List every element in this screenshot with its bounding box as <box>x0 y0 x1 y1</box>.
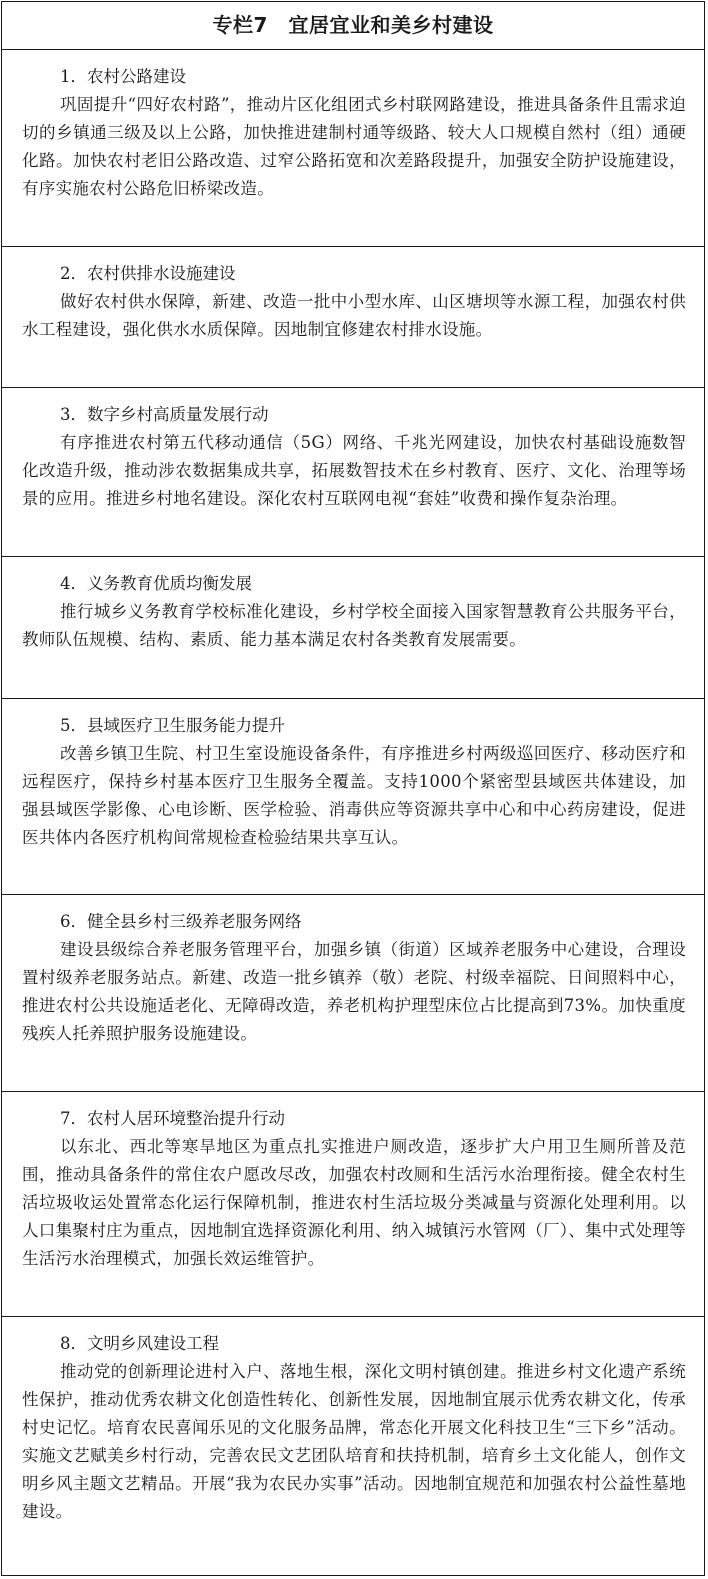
section-body: 推动党的创新理论进村入户、落地生根，深化文明村镇创建。推进乡村文化遗产系统性保护，推动优秀农耕文化创造性转化、创新性发展，因地制宜展示优秀农耕文化，传承村史记忆。培育农民喜闻乐见的文化服务品牌，常态化开展文化科技卫生“三下乡”活动。实施文艺赋美乡村行动，完善农民文艺团队培育和扶持机制，培育乡土文化能人，创作文明乡风主题文艺精品。开展“我为农民办实事”活动。因地制宜规范和加强农村公益性墓地建设。 <box>22 1362 686 1521</box>
section-heading: 3．数字乡村高质量发展行动 <box>60 405 269 424</box>
section-county-healthcare <box>2 699 704 895</box>
section-compulsory-education <box>2 557 704 699</box>
section-heading: 1．农村公路建设 <box>60 67 186 86</box>
section-water-supply <box>2 247 704 388</box>
column-title: 专栏7 宜居宜业和美乡村建设 <box>2 2 704 50</box>
section-civilized-customs <box>2 1317 704 1571</box>
section-heading: 6．健全县乡村三级养老服务网络 <box>60 912 302 931</box>
section-body: 以东北、西北等寒旱地区为重点扎实推进户厕改造，逐步扩大户用卫生厕所普及范围，推动具备条件的常住农户愿改尽改，加强农村改厕和生活污水治理衔接。健全农村生活垃圾收运处置常态化运行保障机制，推进农村生活垃圾分类减量与资源化处理利用。以人口集聚村庄为重点，因地制宜选择资源化利用、纳入城镇污水管网（厂）、集中式处理等生活污水治理模式，加强长效运维管护。 <box>22 1137 686 1268</box>
section-body: 推行城乡义务教育学校标准化建设，乡村学校全面接入国家智慧教育公共服务平台，教师队伍规模、结构、素质、能力基本满足农村各类教育发展需要。 <box>22 602 686 649</box>
section-body: 建设县级综合养老服务管理平台，加强乡镇（街道）区域养老服务中心建设，合理设置村级养老服务站点。新建、改造一批乡镇养（敬）老院、村级幸福院、日间照料中心，推进农村公共设施适老化、无障碍改造，养老机构护理型床位占比提高到73%。加快重度残疾人托养照护服务设施建设。 <box>22 940 686 1043</box>
section-body: 改善乡镇卫生院、村卫生室设施设备条件，有序推进乡村两级巡回医疗、移动医疗和远程医疗，保持乡村基本医疗卫生服务全覆盖。支持1000个紧密型县域医共体建设，加强县域医学影像、心电诊断、医学检验、消毒供应等资源共享中心和中心药房建设，促进医共体内各医疗机构间常规检查检验结果共享互认。 <box>22 744 686 847</box>
section-heading: 4．义务教育优质均衡发展 <box>60 574 252 593</box>
section-body: 有序推进农村第五代移动通信（5G）网络、千兆光网建设，加快农村基础设施数智化改造升级，推动涉农数据集成共享，拓展数智技术在乡村教育、医疗、文化、治理等场景的应用。推进乡村地名建设。深化农村互联网电视“套娃”收费和操作复杂治理。 <box>22 433 686 508</box>
column-box <box>1 1 705 1576</box>
section-heading: 2．农村供排水设施建设 <box>60 264 236 283</box>
section-rural-roads <box>2 50 704 247</box>
section-body: 巩固提升“四好农村路”，推动片区化组团式乡村联网路建设，推进具备条件且需求迫切的乡镇通三级及以上公路，加快推进建制村通等级路、较大人口规模自然村（组）通硬化路。加快农村老旧公路改造、过窄公路拓宽和次差路段提升，加强安全防护设施建设，有序实施农村公路危旧桥梁改造。 <box>22 95 686 198</box>
section-heading: 7．农村人居环境整治提升行动 <box>60 1109 285 1128</box>
section-heading: 8．文明乡风建设工程 <box>60 1334 219 1353</box>
section-digital-village <box>2 388 704 557</box>
section-elderly-care <box>2 895 704 1092</box>
section-heading: 5．县域医疗卫生服务能力提升 <box>60 716 285 735</box>
section-body: 做好农村供水保障，新建、改造一批中小型水库、山区塘坝等水源工程，加强农村供水工程建设，强化供水水质保障。因地制宜修建农村排水设施。 <box>22 292 686 339</box>
section-living-environment <box>2 1092 704 1317</box>
